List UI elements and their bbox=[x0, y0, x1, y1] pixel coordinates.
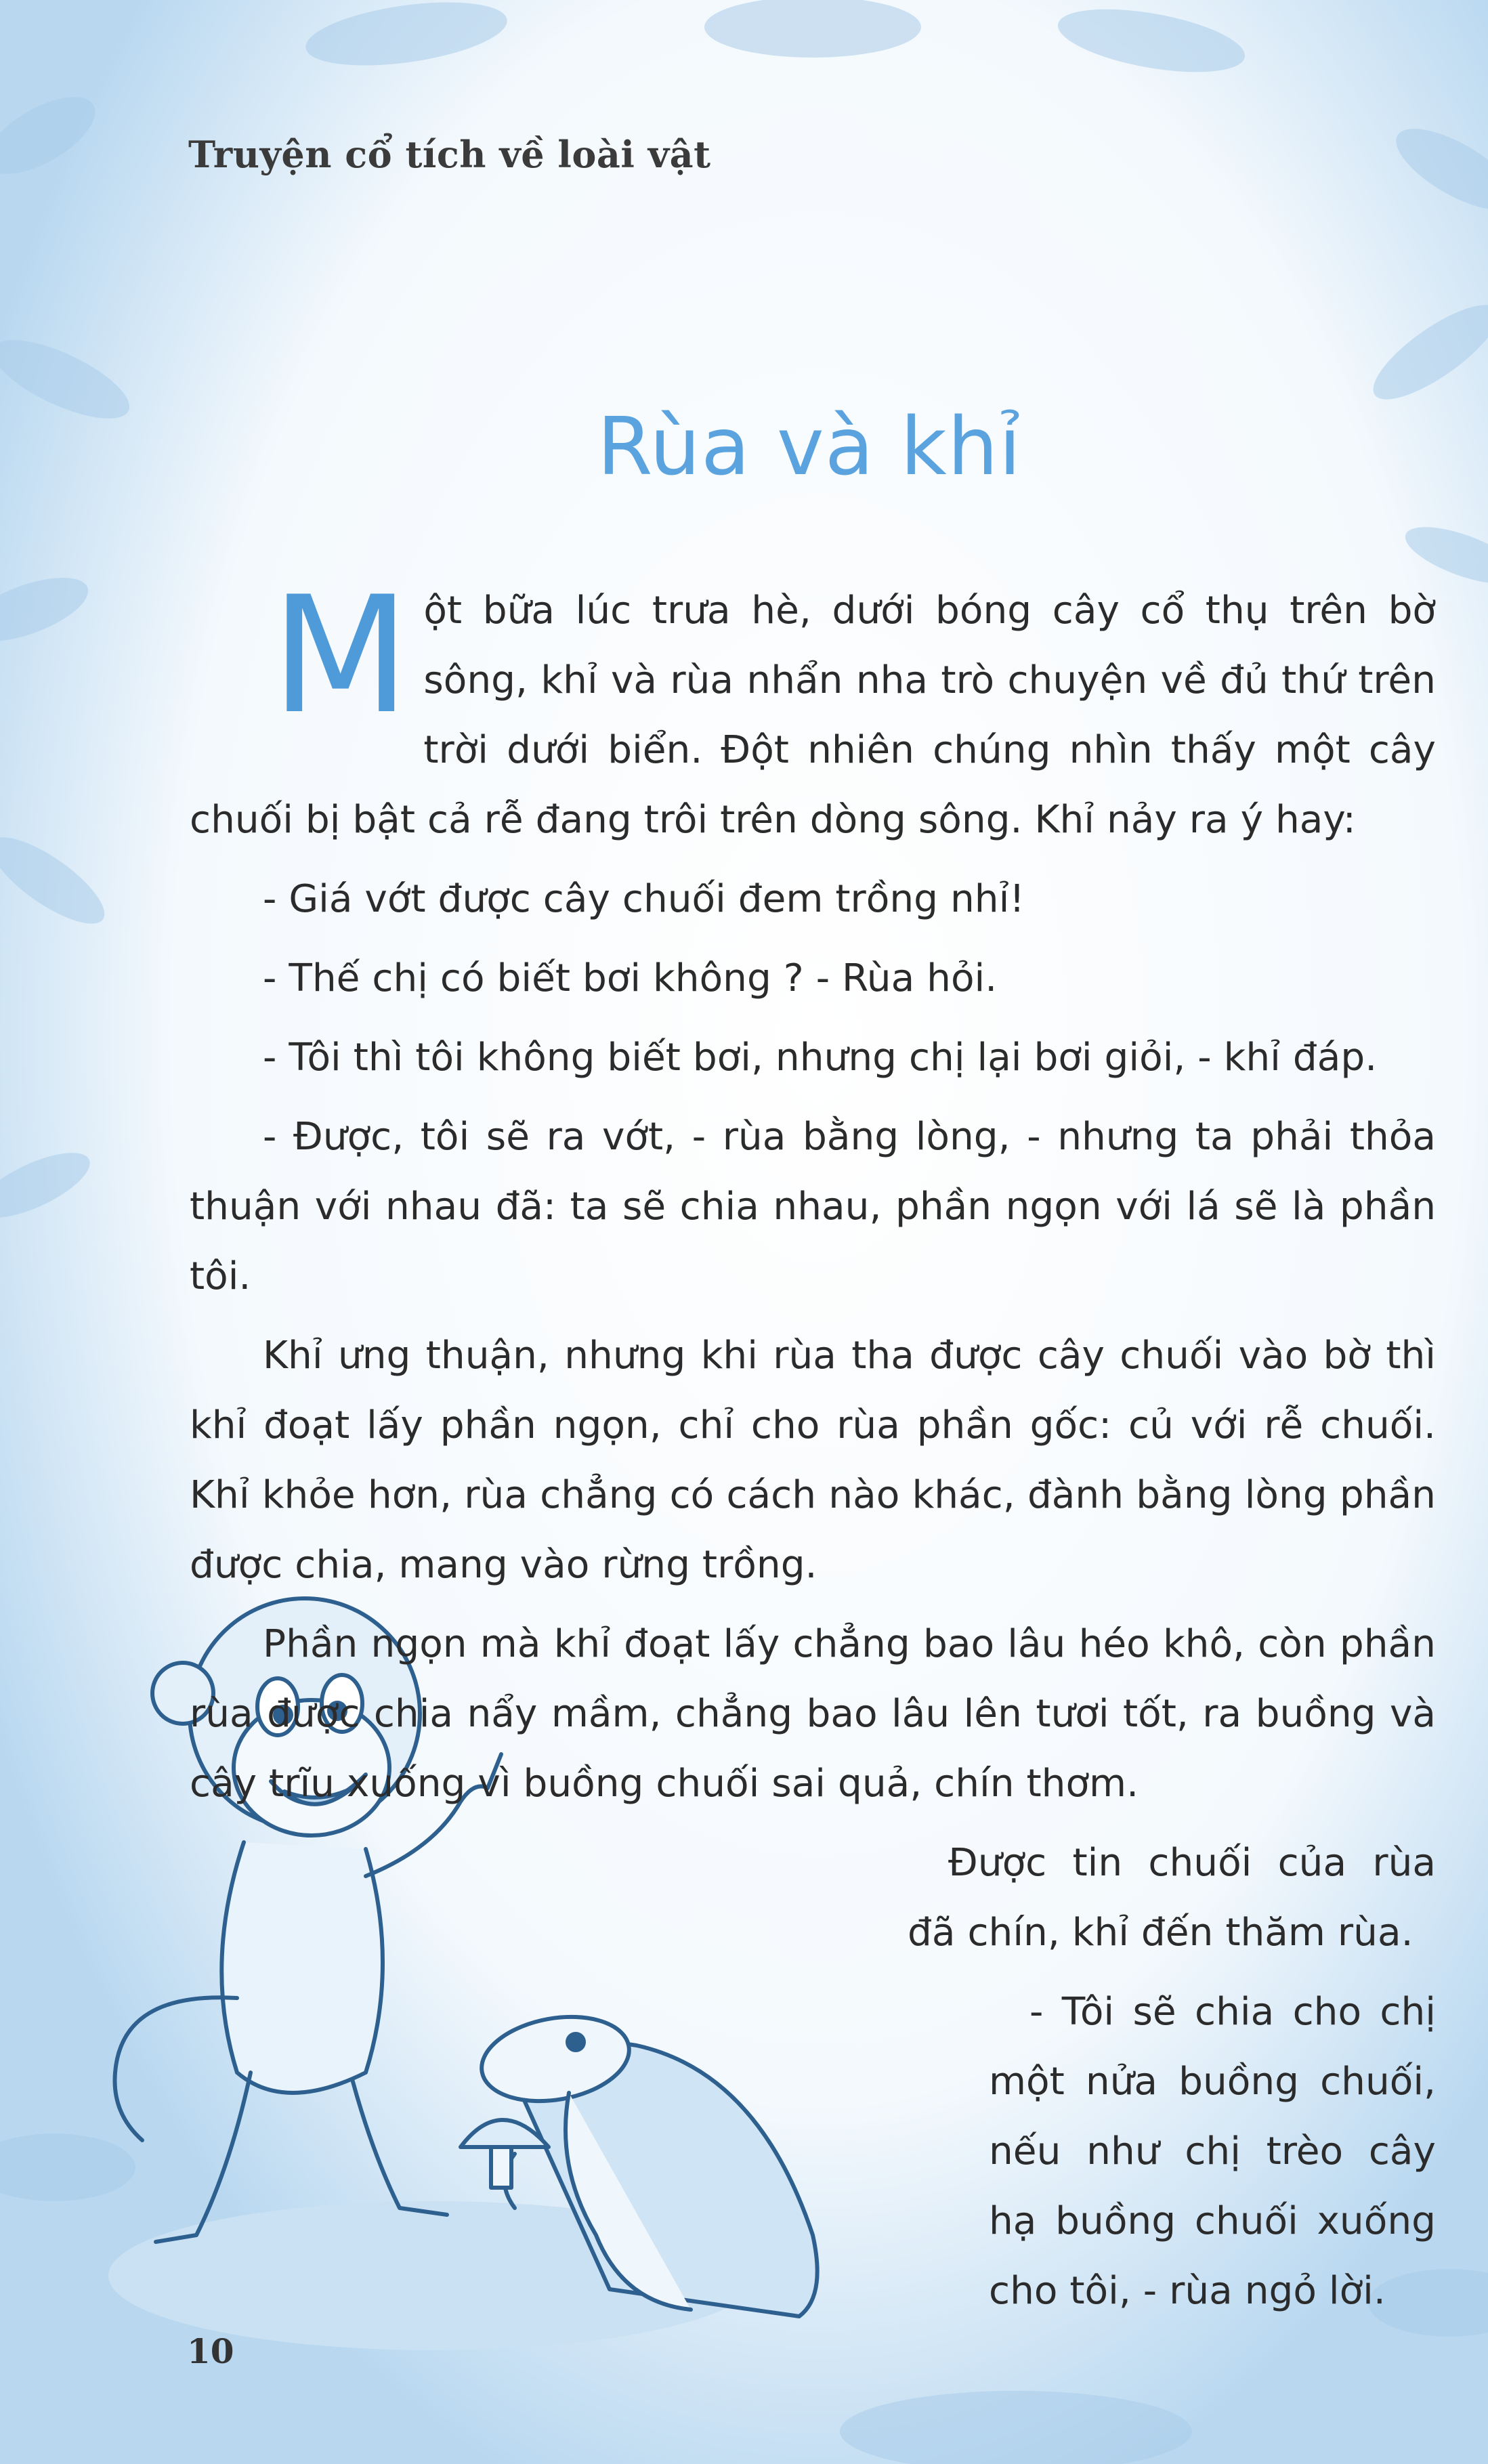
story-paragraph: - Tôi sẽ chia cho chị một nửa buồng chuối, nếu như chị trèo cây hạ buồng chuối xuống cho tôi, - rùa ngỏ lời. bbox=[989, 1990, 1436, 2313]
story-paragraph: Một bữa lúc trưa hè, dưới bóng cây cổ thụ trên bờ sông, khỉ và rùa nhẩn nha trò chuyện về đủ thứ trên trời dưới biển. Đột nhiên chúng nhìn thấy một cây chuối bị bật cả rễ đang trôi trên dòng sông. Khỉ nảy ra ý hay: bbox=[190, 562, 1436, 842]
story-body bbox=[190, 562, 1436, 2335]
story-paragraph: - Giá vớt được cây chuối đem trồng nhỉ! bbox=[263, 877, 1025, 921]
page-number: 10 bbox=[187, 2331, 234, 2371]
story-paragraph: - Tôi thì tôi không biết bơi, nhưng chị lại bơi giỏi, - khỉ đáp. bbox=[263, 1036, 1378, 1080]
story-paragraph: Khỉ ưng thuận, nhưng khi rùa tha được cây chuối vào bờ thì khỉ đoạt lấy phần ngọn, chỉ cho rùa phần gốc: củ với rễ chuối. Khỉ khỏe hơn, rùa chẳng có cách nào khác, đành bằng lòng phần được chia, mang vào rừng trồng. bbox=[190, 1334, 1436, 1587]
running-header: Truyện cổ tích về loài vật bbox=[188, 133, 711, 176]
story-title: Rùa và khỉ bbox=[597, 400, 1022, 493]
story-paragraph: Phần ngọn mà khỉ đoạt lấy chẳng bao lâu héo khô, còn phần rùa được chia nẩy mầm, chẳng bao lâu lên tươi tốt, ra buồng và cây trĩu xuống vì buồng chuối sai quả, chín thơm. bbox=[190, 1622, 1436, 1806]
story-paragraph: - Thế chị có biết bơi không ? - Rùa hỏi. bbox=[263, 956, 998, 1000]
drop-cap: M bbox=[271, 562, 410, 750]
story-paragraph: - Được, tôi sẽ ra vớt, - rùa bằng lòng, - nhưng ta phải thỏa thuận với nhau đã: ta sẽ chia nhau, phần ngọn với lá sẽ là phần tôi. bbox=[190, 1115, 1436, 1298]
story-paragraph: Được tin chuối của rùa đã chín, khỉ đến thăm rùa. bbox=[908, 1841, 1436, 1955]
